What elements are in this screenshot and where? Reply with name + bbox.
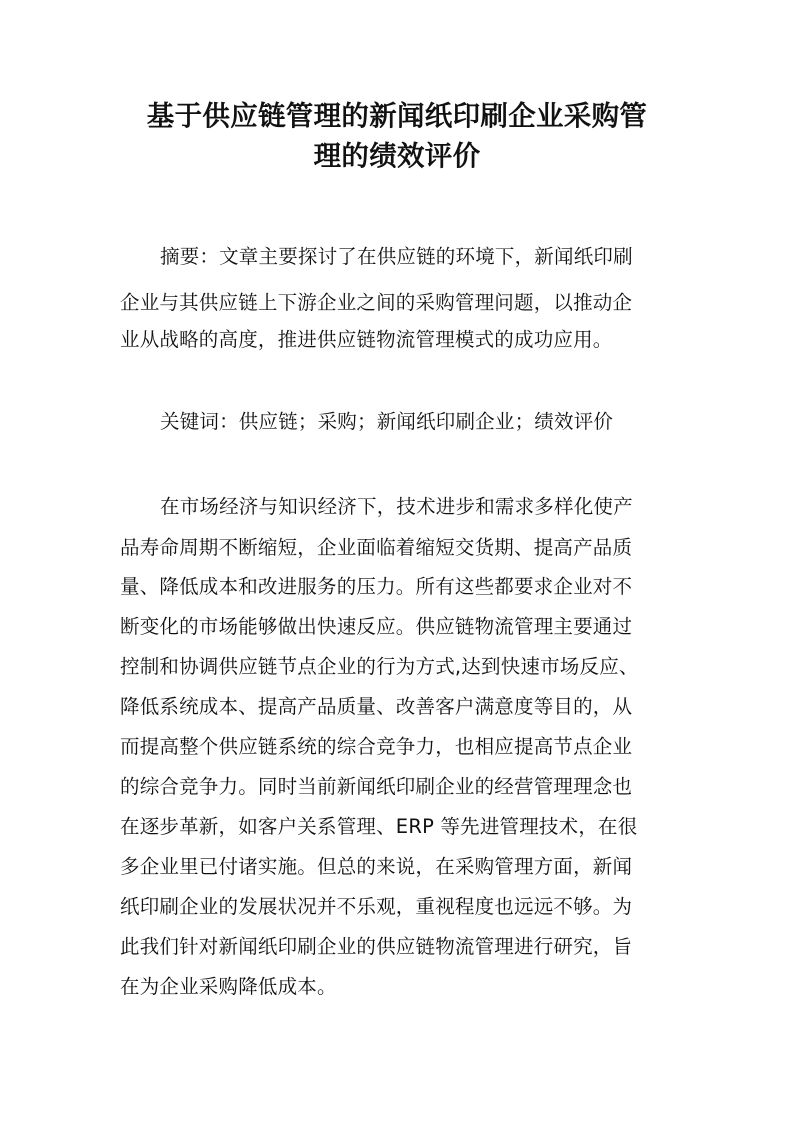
abstract-line: 摘要：文章主要探讨了在供应链的环境下，新闻纸印刷 — [160, 245, 633, 268]
abstract-line: 业从战略的高度，推进供应链物流管理模式的成功应用。 — [120, 328, 613, 351]
body-line: 多企业里已付诸实施。但总的来说，在采购管理方面，新闻 — [120, 855, 633, 878]
body-line: 此我们针对新闻纸印刷企业的供应链物流管理进行研究，旨 — [120, 935, 633, 958]
body-line: 控制和协调供应链节点企业的行为方式,达到快速市场反应、 — [120, 655, 639, 678]
body-line: 品寿命周期不断缩短，企业面临着缩短交货期、提高产品质 — [120, 536, 633, 559]
body-line: 在市场经济与知识经济下，技术进步和需求多样化使产 — [160, 495, 633, 518]
body-line: 而提高整个供应链系统的综合竞争力，也相应提高节点企业 — [120, 735, 633, 758]
keywords-line: 关键词：供应链；采购；新闻纸印刷企业；绩效评价 — [160, 410, 614, 433]
title-line: 基于供应链管理的新闻纸印刷企业采购管 — [146, 100, 648, 132]
title-line: 理的绩效评价 — [313, 140, 481, 172]
body-line: 量、降低成本和改进服务的压力。所有这些都要求企业对不 — [120, 575, 633, 598]
body-line: 在为企业采购降低成本。 — [120, 975, 337, 998]
body-line: 的综合竞争力。同时当前新闻纸印刷企业的经营管理理念也 — [120, 775, 633, 798]
body-line: 在逐步革新，如客户关系管理、ERP 等先进管理技术，在很 — [120, 815, 638, 838]
abstract-line: 企业与其供应链上下游企业之间的采购管理问题，以推动企 — [120, 291, 633, 314]
body-line: 降低系统成本、提高产品质量、改善客户满意度等目的，从 — [120, 695, 633, 718]
document-title — [110, 96, 684, 176]
body-line: 断变化的市场能够做出快速反应。供应链物流管理主要通过 — [120, 615, 633, 638]
body-line: 纸印刷企业的发展状况并不乐观，重视程度也远远不够。为 — [120, 895, 633, 918]
